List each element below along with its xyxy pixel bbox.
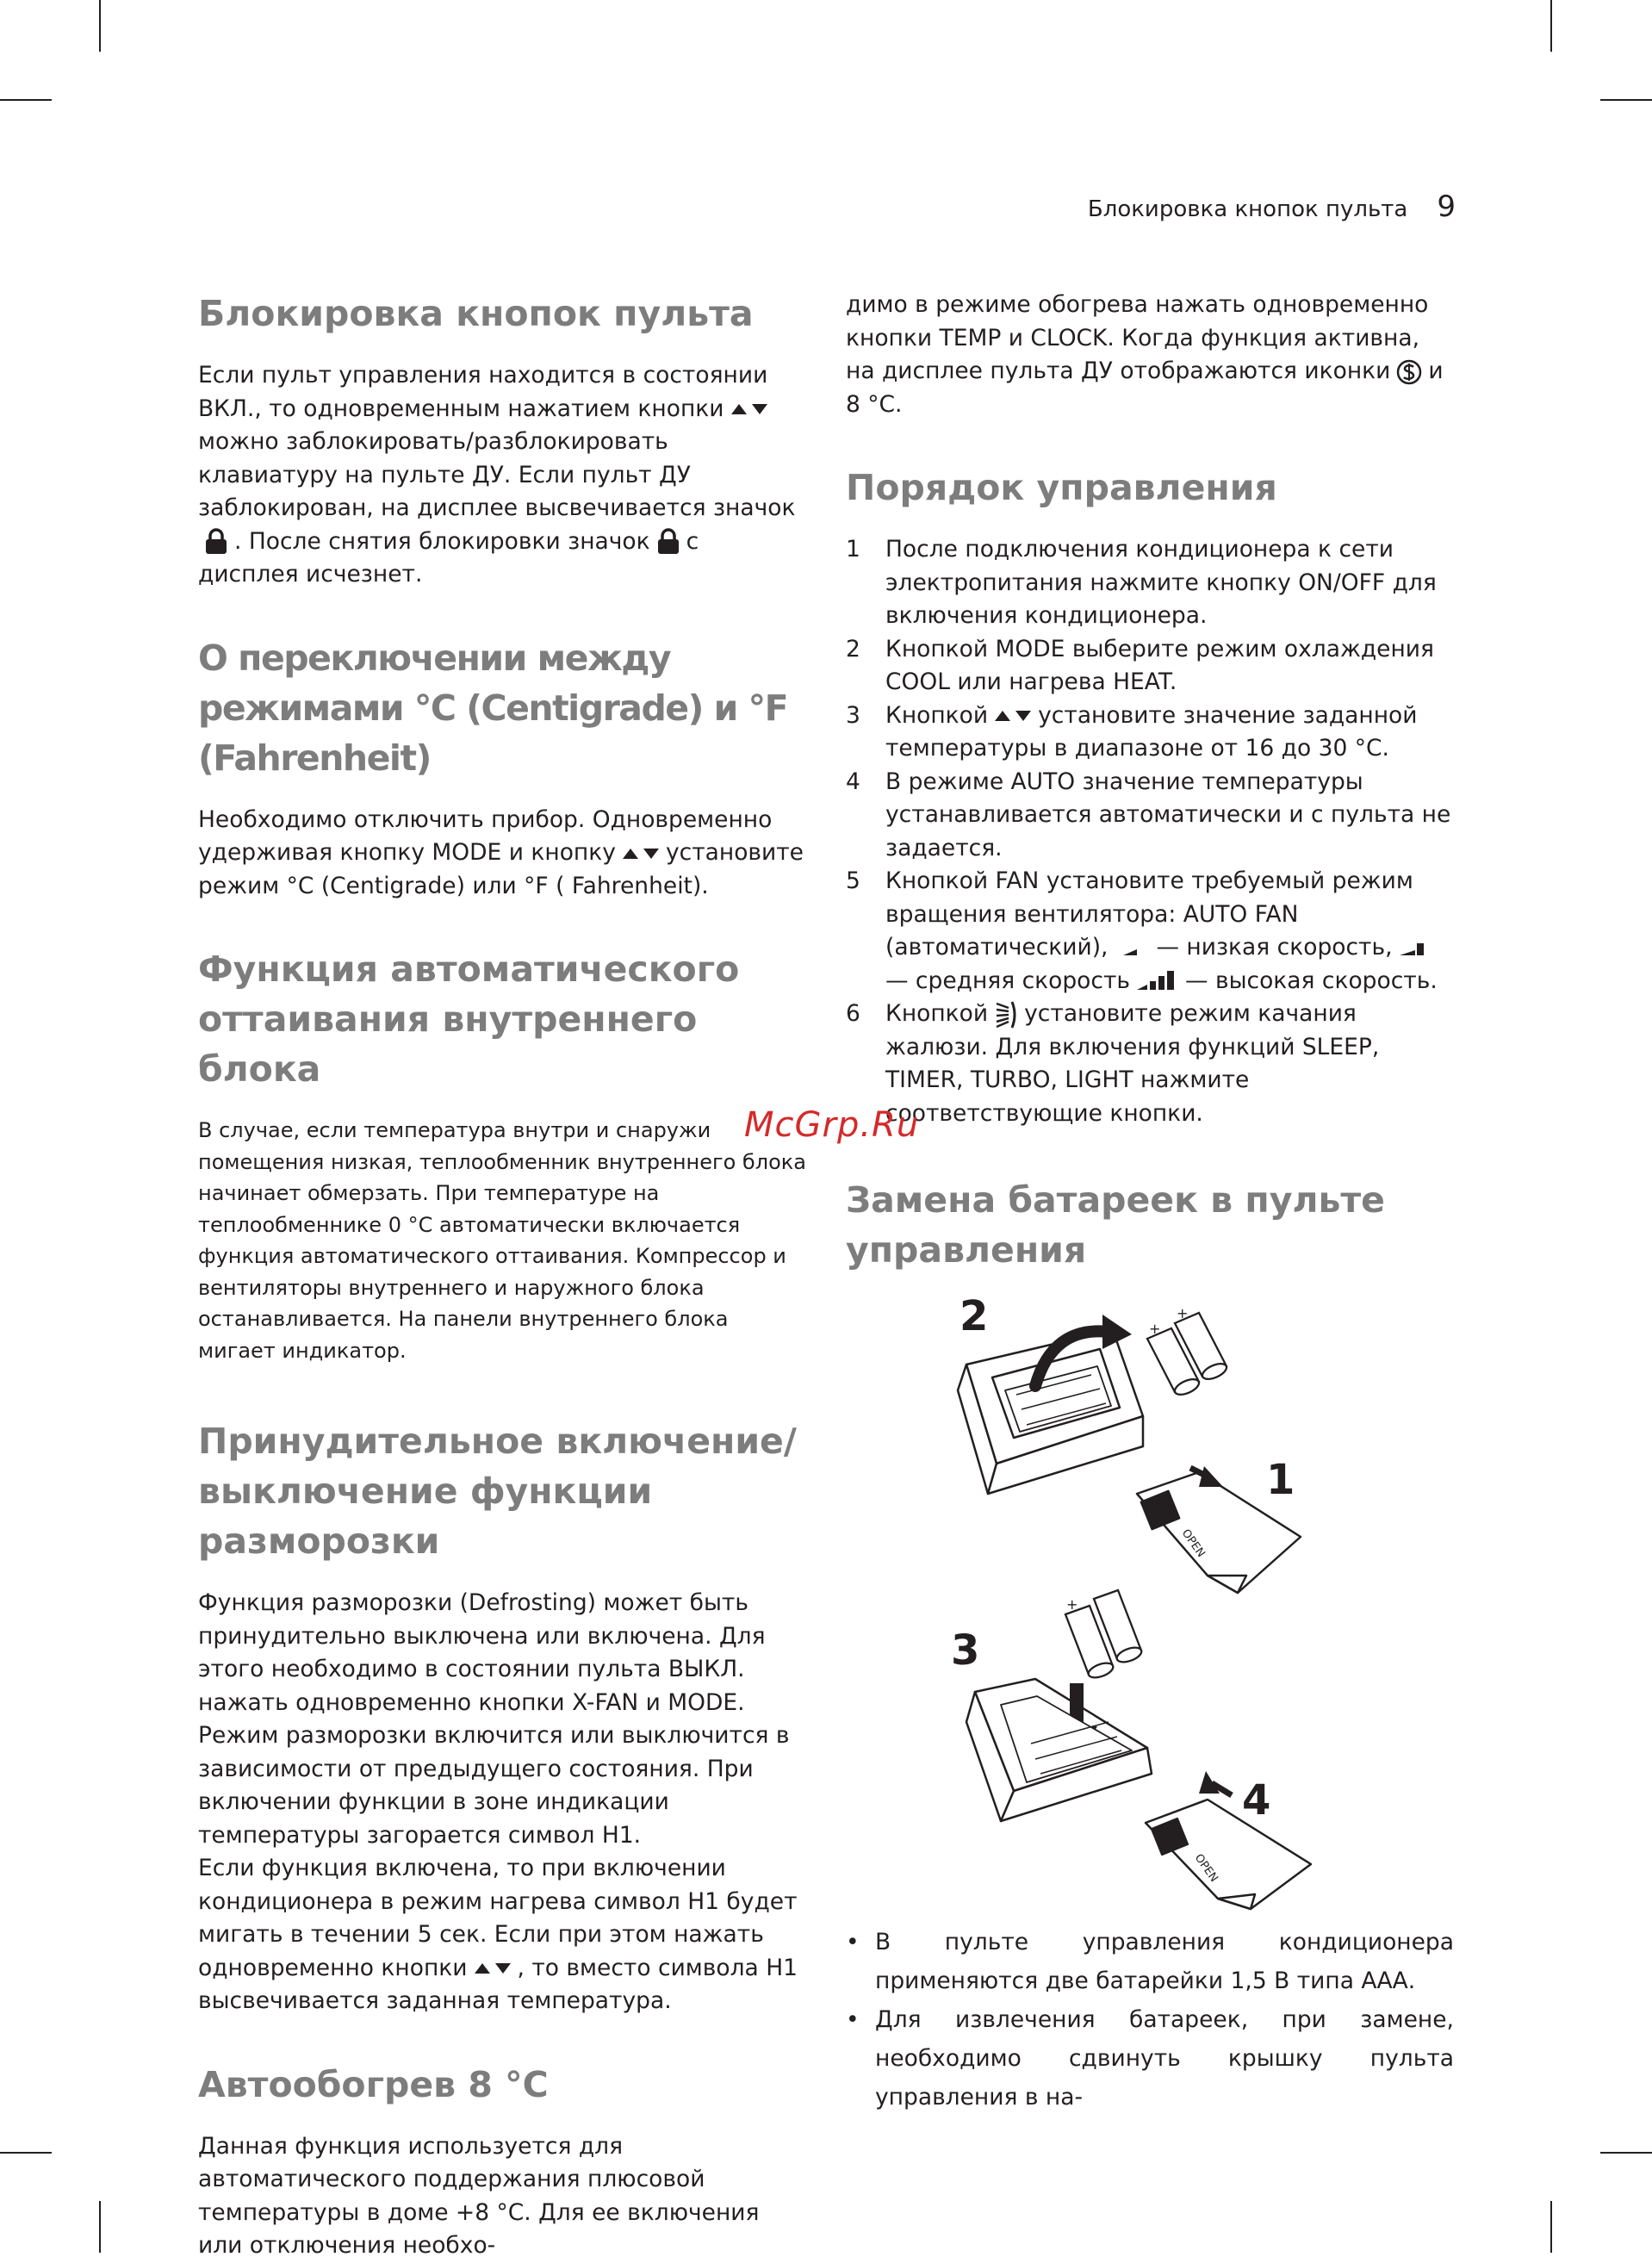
section-units-switch	[198, 633, 806, 904]
up-down-arrows-icon	[473, 1960, 512, 1977]
svg-text:+: +	[1149, 1321, 1161, 1337]
list-item: 6 Кнопкой установите режим качания жалюзи. Для включения функций SLEEP, TIMER, TURBO, LIGHT нажмите соответствующие кнопки.	[846, 1000, 1380, 1127]
fan-medium-icon	[1398, 938, 1429, 959]
section-text: Необходимо отключить прибор. Одновременно удерживая кнопку MODE и кнопку установите режим °C (Centigrade) или °F ( Fahrenheit).	[198, 805, 804, 899]
swing-louver-icon	[993, 1000, 1019, 1029]
section-auto-defrost	[198, 944, 806, 1366]
battery-pair-bottom	[1065, 1590, 1143, 1681]
section-text: Если функция включена, то при включении кондиционера в режим нагрева символ H1 будет мигать в течении 5 сек. Если при этом нажать одновременно кнопки , то вместо символа H1 высвечивается заданная температура.	[198, 1855, 798, 2014]
list-item: 5 Кнопкой FAN установите требуемый режим вращения вентилятора: AUTO FAN (автоматический), — низкая скорость,— средняя скорость — высокая скорость.	[846, 867, 1438, 994]
svg-text:+: +	[1066, 1596, 1078, 1613]
page-number: 9	[1437, 190, 1456, 224]
right-column	[846, 289, 1454, 2117]
list-item: 2 Кнопкой MODE выберите режим охлаждения COOL или нагрева HEAT.	[846, 635, 1434, 695]
step-number: 4	[1242, 1776, 1271, 1825]
section-auto-heat-8	[198, 2060, 806, 2263]
section-text: Данная функция используется для автоматического поддержания плюсовой температуры в доме +8 °C. Для ее включения или отключения необхо-	[198, 2132, 760, 2259]
left-column	[198, 289, 806, 2263]
crop-mark	[1550, 0, 1552, 52]
section-battery-replacement	[846, 1175, 1454, 2117]
list-item: 1 После подключения кондиционера к сети электропитания нажмите кнопку ON/OFF для включения кондиционера.	[846, 536, 1437, 629]
remote-body-bottom	[966, 1679, 1152, 1821]
crop-mark	[99, 0, 101, 52]
section-forced-defrost	[198, 1416, 806, 2018]
list-item: 3 Кнопкой установите значение заданной температуры в диапазоне от 16 до 30 °C.	[846, 701, 1418, 762]
section-text: Функция разморозки (Defrosting) может быть принудительно выключена или включена. Для этого необходимо в состоянии пульта ВЫКЛ. нажать одновременно кнопки X-FAN и MODE. Режим разморозки включится или выключится в зависимости от предыдущего состояния. При включении функции в зоне индикации температуры загорается символ H1.	[198, 1589, 790, 1849]
svg-text:+: +	[1177, 1305, 1189, 1321]
section-title: Блокировка кнопок пульта	[198, 293, 754, 334]
crop-mark	[1600, 99, 1652, 101]
svg-text:OPEN: OPEN	[1191, 1851, 1220, 1885]
section-title: Принудительное включение/выключение функции разморозки	[198, 1421, 797, 1562]
arrow-head-icon	[1199, 1466, 1223, 1487]
continued-text: димо в режиме обогрева нажать одновременно кнопки TEMP и CLOCK. Когда функция активна, на дисплее пульта ДУ отображаются иконки и 8 °C.	[846, 291, 1444, 418]
fan-high-icon	[1135, 969, 1180, 993]
step-number: 3	[951, 1626, 980, 1675]
section-title: Порядок управления	[846, 467, 1277, 508]
lock-icon	[203, 528, 229, 556]
section-title: О переключении между режимами °C (Centigrade) и °F (Fahrenheit)	[198, 637, 788, 779]
battery-replacement-illustration	[949, 1296, 1337, 1916]
crop-mark	[1600, 2152, 1652, 2154]
watermark: McGrp.Ru	[744, 1105, 920, 1145]
section-remote-lock	[198, 289, 806, 592]
battery-pair-top	[1147, 1305, 1229, 1397]
steps-list	[846, 533, 1454, 1130]
lock-icon	[655, 528, 681, 556]
list-item: • В пульте управления кондиционера применяются две батарейки 1,5 В типа ААА.	[846, 1929, 1454, 1994]
up-down-arrows-icon	[621, 845, 661, 862]
dollar-circle-icon	[1395, 358, 1423, 386]
section-text: Если пульт управления находится в состоянии ВКЛ., то одновременным нажатием кнопкиможно заблокировать/разблокировать клавиатуру на пульте ДУ. Если пульт ДУ заблокирован, на дисплее высвечивается значок. После снятия блокировки значок с дисплея исчезнет.	[198, 362, 796, 588]
crop-mark	[99, 2201, 101, 2253]
list-item: 4 В режиме AUTO значение температуры устанавливается автоматически и с пульта не задается.	[846, 768, 1451, 861]
section-control-order	[846, 463, 1454, 1130]
step-number: 2	[960, 1296, 989, 1340]
crop-mark	[0, 2152, 52, 2154]
step-number: 1	[1266, 1456, 1295, 1504]
header-title: Блокировка кнопок пульта	[1087, 196, 1408, 222]
section-text: В случае, если температура внутри и снаружи помещения низкая, теплообменник внутреннего блока начинает обмерзать. При температуре на теплообменнике 0 °C автоматически включается функция автоматического оттаивания. Компрессор и вентиляторы внутреннего и наружного блока останавливается. На панели внутреннего блока мигает индикатор.	[198, 1118, 806, 1363]
remote-battery-diagram	[949, 1296, 1337, 1916]
up-down-arrows-icon	[993, 707, 1033, 724]
fan-low-icon	[1113, 938, 1151, 959]
svg-text:OPEN: OPEN	[1178, 1526, 1208, 1560]
list-item: • Для извлечения батареек, при замене, необходимо сдвинуть крышку пульта управления в на-	[846, 2006, 1454, 2111]
running-header	[1088, 190, 1456, 224]
section-title: Автообогрев 8 °C	[198, 2063, 549, 2105]
battery-notes	[846, 1923, 1454, 2117]
crop-mark	[1550, 2201, 1552, 2253]
section-title: Функция автоматического оттаивания внутреннего блока	[198, 948, 740, 1090]
arrow-head-icon	[1199, 1771, 1220, 1794]
up-down-arrows-icon	[730, 401, 769, 418]
crop-mark	[0, 99, 52, 101]
section-title: Замена батареек в пульте управления	[846, 1179, 1385, 1271]
battery-cover-bottom	[1146, 1800, 1311, 1909]
